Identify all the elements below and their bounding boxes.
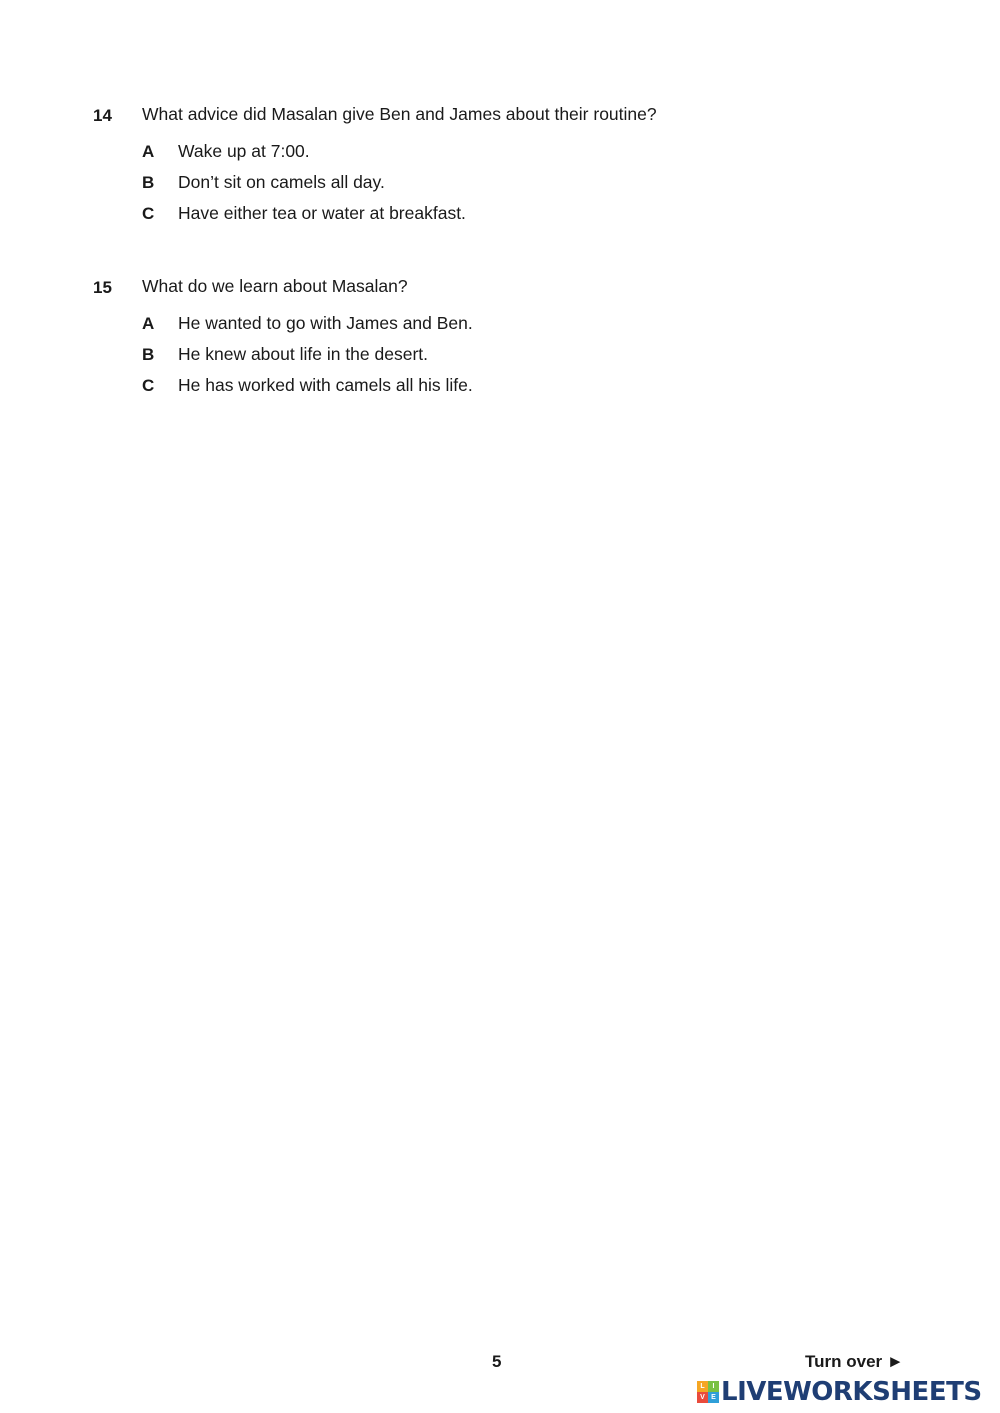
answer-option-15-b[interactable] [0,344,1000,368]
option-text: Wake up at 7:00. [178,141,310,161]
option-letter: C [142,376,155,395]
turn-over-label: Turn over ► [805,1352,904,1371]
option-letter: C [142,204,155,223]
option-letter: B [142,345,155,364]
mark-letter: E [708,1392,719,1403]
option-text: He knew about life in the desert. [178,344,429,364]
option-text: He has worked with camels all his life. [178,375,473,395]
answer-option-15-c[interactable] [0,375,1000,399]
option-letter: B [142,173,155,192]
option-text: Have either tea or water at breakfast. [178,203,466,223]
option-text: He wanted to go with James and Ben. [178,313,473,333]
brand-name: LIVEWORKSHEETS [721,1377,982,1407]
question-text: What advice did Masalan give Ben and James about their routine? [142,104,657,124]
liveworksheets-mark-icon [697,1381,719,1403]
option-letter: A [142,142,155,161]
question-number: 15 [93,278,112,297]
liveworksheets-logo [697,1377,982,1407]
answer-option-14-a[interactable] [0,141,1000,165]
question-text: What do we learn about Masalan? [142,276,408,296]
mark-letter: I [708,1381,719,1392]
page-number: 5 [492,1352,502,1371]
answer-option-15-a[interactable] [0,313,1000,337]
question-number: 14 [93,106,112,125]
mark-letter: V [697,1392,708,1403]
option-text: Don’t sit on camels all day. [178,172,385,192]
answer-option-14-c[interactable] [0,203,1000,227]
option-letter: A [142,314,155,333]
mark-letter: L [697,1381,708,1392]
answer-option-14-b[interactable] [0,172,1000,196]
